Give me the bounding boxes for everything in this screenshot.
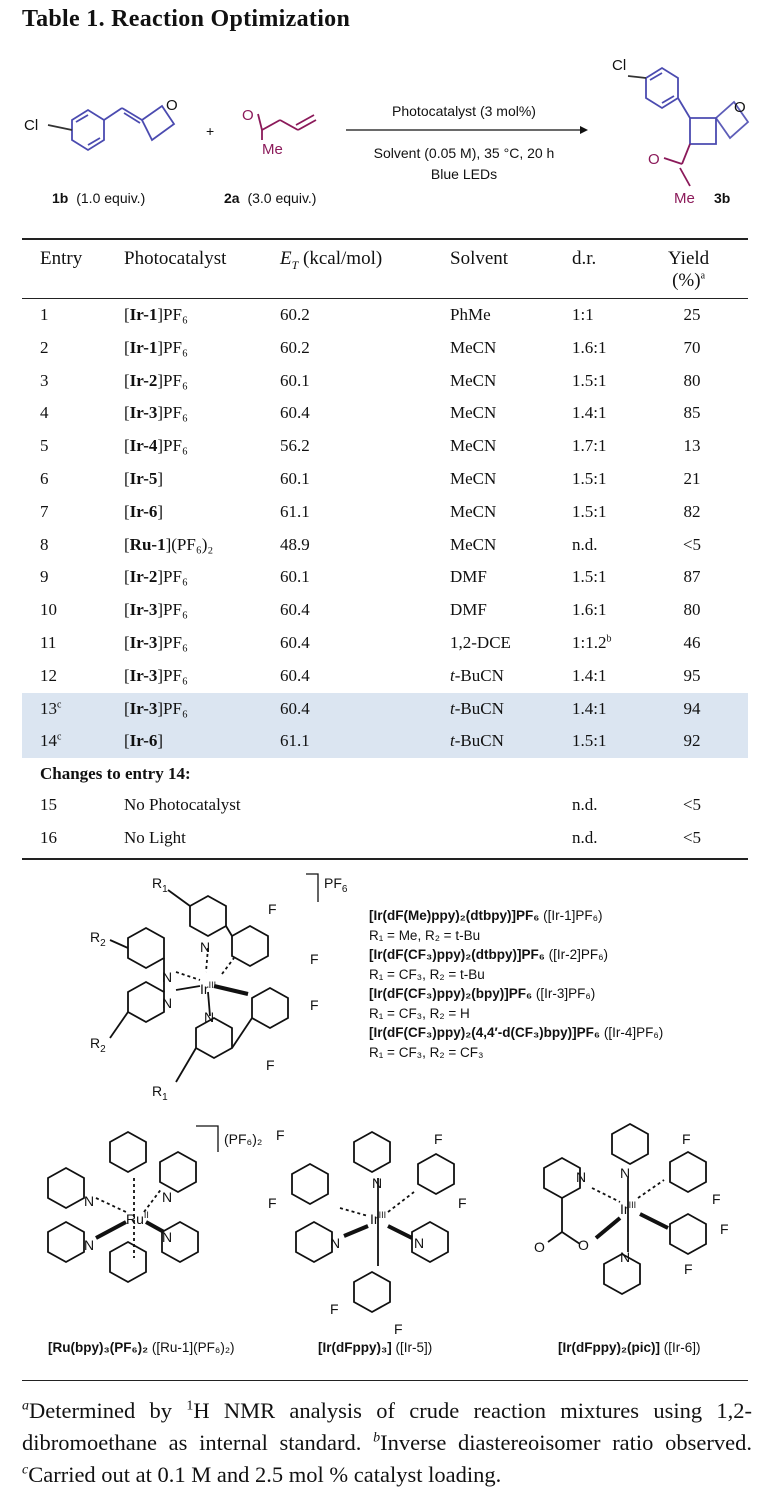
cell-change: No Photocatalyst bbox=[124, 795, 241, 814]
product-label: 3b bbox=[714, 190, 731, 206]
cell-solvent: MeCN bbox=[450, 403, 497, 423]
cell-yield: 82 bbox=[683, 501, 701, 521]
cell-entry: 9 bbox=[40, 567, 49, 587]
ir5-metal: $Ir^{III}$ bbox=[370, 1210, 387, 1227]
header-photocatalyst: Photocatalyst bbox=[124, 248, 227, 269]
footnote-rule bbox=[22, 1380, 748, 1381]
header-yield-unit: (%) bbox=[672, 270, 701, 291]
product-3b-structure bbox=[628, 68, 748, 186]
cell-solvent: t-BuCN bbox=[450, 698, 504, 718]
reactant2-o-atom: O bbox=[242, 107, 254, 124]
header-solvent: Solvent bbox=[450, 248, 509, 269]
ir-legend bbox=[369, 906, 663, 1062]
ir-r1-bottom: $R_1$ bbox=[152, 1083, 168, 1103]
cell-photocatalyst: [Ir-1]PF₆ bbox=[124, 305, 188, 324]
ru-n3: N bbox=[162, 1189, 173, 1205]
cell-solvent: t-BuCN bbox=[450, 665, 504, 685]
ir-f2: F bbox=[310, 951, 319, 967]
cell-solvent: DMF bbox=[450, 600, 487, 620]
cell-photocatalyst: [Ir-2]PF₆ bbox=[124, 370, 188, 390]
cell-yield: 92 bbox=[683, 731, 701, 751]
table-row bbox=[22, 299, 748, 332]
cell-entry: 2 bbox=[40, 337, 49, 357]
legend-substituents: R₁ = CF₃, R₂ = CF₃ bbox=[369, 1044, 484, 1060]
table-row bbox=[22, 430, 748, 463]
ru-bpy-structure bbox=[48, 1132, 198, 1282]
cell-yield: 25 bbox=[683, 305, 701, 324]
product-o-ketone-atom: O bbox=[648, 151, 660, 168]
table-bottom-rule bbox=[22, 858, 748, 860]
reactant-1b-structure bbox=[48, 106, 174, 150]
ir-r2-bottom: $R_2$ bbox=[90, 1035, 106, 1055]
cell-solvent: MeCN bbox=[450, 501, 497, 521]
header-yield-note: a bbox=[700, 270, 706, 282]
table-row bbox=[22, 529, 748, 562]
cell-photocatalyst: [Ir-3]PF₆ bbox=[124, 665, 188, 685]
cell-solvent: MeCN bbox=[450, 337, 497, 357]
cell-yield: 80 bbox=[683, 370, 701, 390]
reactant1-label: 1b bbox=[52, 190, 69, 206]
ir5-caption: [Ir(dFppy)₃] ([Ir-5]) bbox=[318, 1340, 433, 1355]
ir6-f2: F bbox=[712, 1191, 721, 1207]
reactant1-o-atom: O bbox=[166, 97, 178, 114]
ir6-f3: F bbox=[720, 1221, 729, 1237]
cell-entry: 6 bbox=[40, 469, 49, 488]
cell-yield: <5 bbox=[682, 795, 702, 814]
plus-sign: + bbox=[206, 123, 215, 139]
ir6-n2: N bbox=[576, 1169, 587, 1185]
reactant-2a-structure bbox=[258, 114, 316, 140]
cell-entry: 8 bbox=[40, 534, 49, 554]
ir5-f4: F bbox=[458, 1195, 467, 1211]
footnotes: $^a$Determined by $^1$H NMR analysis of crude reaction mixtures using 1,2-dibromoethane as internal standard. $^b$Inverse diastereoisomer ratio observed. $^c$Carried out at 0.1 M and 2.5 mol % catalyst loading. bbox=[22, 1398, 752, 1487]
table-row bbox=[22, 365, 748, 398]
cell-entry: 1 bbox=[40, 305, 49, 324]
ru1-caption: [Ru(bpy)₃(PF₆)₂ ([Ru-1](PF₆)₂) bbox=[48, 1340, 235, 1355]
ir6-caption: [Ir(dFppy)₂(pic)] ([Ir-6]) bbox=[558, 1340, 701, 1355]
cell-solvent: MeCN bbox=[450, 469, 497, 488]
header-et bbox=[280, 248, 382, 273]
cell-et: 60.1 bbox=[280, 567, 310, 587]
reactant2-me-atom: Me bbox=[262, 141, 283, 158]
cell-entry: 3 bbox=[40, 370, 49, 390]
cell-entry: 16 bbox=[40, 828, 57, 847]
ru-n1: N bbox=[84, 1193, 95, 1209]
table-row bbox=[22, 693, 748, 726]
ir6-metal: $Ir^{III}$ bbox=[620, 1200, 637, 1217]
cell-dr: n.d. bbox=[572, 828, 598, 847]
ir5-n2: N bbox=[330, 1235, 341, 1251]
cell-dr: n.d. bbox=[572, 534, 598, 554]
cell-photocatalyst: [Ir-3]PF₆ bbox=[124, 600, 188, 620]
header-entry: Entry bbox=[40, 248, 83, 269]
cell-et: 60.4 bbox=[280, 600, 310, 620]
product-o-ring-atom: O bbox=[734, 99, 746, 116]
ru-counterion: (PF₆)₂ bbox=[224, 1131, 263, 1147]
cell-photocatalyst: [Ir-5] bbox=[124, 469, 164, 488]
changes-heading: Changes to entry 14: bbox=[40, 764, 191, 783]
ir6-o2: O bbox=[578, 1237, 589, 1253]
ru-metal: $Ru^{II}$ bbox=[126, 1210, 149, 1227]
cell-dr: 1.5:1 bbox=[572, 469, 607, 488]
cell-solvent: DMF bbox=[450, 567, 487, 587]
cell-solvent: MeCN bbox=[450, 436, 497, 456]
cell-dr: n.d. bbox=[572, 795, 598, 814]
cell-et: 60.4 bbox=[280, 633, 310, 652]
cell-yield: 95 bbox=[683, 665, 701, 685]
cell-entry: 13$^c$ bbox=[40, 698, 62, 718]
ir5-f2: F bbox=[268, 1195, 277, 1211]
cell-dr: 1.5:1 bbox=[572, 567, 607, 587]
cell-dr: 1:1 bbox=[572, 305, 594, 324]
legend-catalyst-name: [Ir(dF(CF₃)ppy)₂(4,4′-d(CF₃)bpy)]PF₆ ([Ir-4]PF₆) bbox=[369, 1025, 664, 1040]
cell-dr: 1.5:1 bbox=[572, 501, 607, 521]
ir5-f3: F bbox=[434, 1131, 443, 1147]
cell-photocatalyst: [Ru-1](PF₆)₂ bbox=[124, 534, 214, 554]
ir-heteroleptic-structure bbox=[110, 890, 288, 1082]
cell-et: 61.1 bbox=[280, 731, 310, 751]
cell-dr: 1.6:1 bbox=[572, 337, 607, 357]
header-yield bbox=[668, 248, 709, 292]
cell-et: 60.4 bbox=[280, 403, 310, 423]
svg-text:1b (1.0 equiv.) bbox=[52, 190, 145, 206]
cell-photocatalyst: [Ir-3]PF₆ bbox=[124, 698, 188, 718]
ir6-n3: N bbox=[620, 1249, 631, 1265]
cell-dr: 1.5:1 bbox=[572, 731, 607, 751]
ir5-n3: N bbox=[414, 1235, 425, 1251]
cell-yield: <5 bbox=[682, 534, 702, 554]
table-row bbox=[22, 627, 748, 660]
legend-substituents: R₁ = CF₃, R₂ = H bbox=[369, 1005, 470, 1021]
ir-r2-top: $R_2$ bbox=[90, 929, 106, 949]
table-row bbox=[22, 397, 748, 430]
reactant2-label: 2a bbox=[224, 190, 240, 206]
cell-yield: 87 bbox=[683, 567, 701, 587]
cell-photocatalyst: [Ir-3]PF₆ bbox=[124, 403, 188, 423]
cell-yield: 85 bbox=[683, 403, 701, 423]
ir-n3: N bbox=[162, 995, 173, 1011]
cell-solvent: PhMe bbox=[450, 305, 491, 324]
ir5-f6: F bbox=[394, 1321, 403, 1337]
product-cl-atom: Cl bbox=[612, 57, 627, 74]
legend-catalyst-name: [Ir(dF(Me)ppy)₂(dtbpy)]PF₆ ([Ir-1]PF₆) bbox=[369, 908, 603, 923]
ir-f1: F bbox=[268, 901, 277, 917]
cell-yield: 70 bbox=[683, 337, 701, 357]
ir-n4: N bbox=[204, 1009, 215, 1025]
ir6-o1: O bbox=[534, 1239, 545, 1255]
ir6-f1: F bbox=[682, 1131, 691, 1147]
conditions-line3: Blue LEDs bbox=[430, 166, 498, 182]
cell-et: 61.1 bbox=[280, 501, 310, 521]
cell-yield: <5 bbox=[682, 828, 702, 847]
table-title: Table 1. Reaction Optimization bbox=[22, 6, 351, 32]
cell-yield: 80 bbox=[683, 600, 701, 620]
table-row bbox=[22, 332, 748, 365]
ir5-n1: N bbox=[372, 1175, 383, 1191]
legend-catalyst-name: [Ir(dF(CF₃)ppy)₂(dtbpy)]PF₆ ([Ir-2]PF₆) bbox=[369, 947, 609, 962]
header-yield-word: Yield bbox=[668, 248, 710, 269]
cell-yield: 46 bbox=[683, 633, 701, 652]
ir-counterion: $PF_6$ bbox=[324, 875, 348, 895]
cell-yield: 13 bbox=[683, 436, 701, 456]
cell-entry: 11 bbox=[40, 633, 57, 652]
table-row bbox=[22, 789, 748, 822]
cell-photocatalyst: [Ir-4]PF₆ bbox=[124, 436, 188, 456]
cell-yield: 21 bbox=[683, 469, 701, 488]
header-et-symbol: E bbox=[280, 248, 292, 269]
product-me-atom: Me bbox=[674, 190, 695, 207]
ru-n4: N bbox=[162, 1229, 173, 1245]
cell-entry: 14$^c$ bbox=[40, 731, 62, 751]
ir-f4: F bbox=[266, 1057, 275, 1073]
cell-yield: 94 bbox=[683, 698, 701, 718]
ir6-f4: F bbox=[684, 1261, 693, 1277]
cell-photocatalyst: [Ir-6] bbox=[124, 501, 164, 521]
legend-catalyst-name: [Ir(dF(CF₃)ppy)₂(bpy)]PF₆ ([Ir-3]PF₆) bbox=[369, 986, 596, 1001]
ir6-n1: N bbox=[620, 1165, 631, 1181]
table-row bbox=[22, 725, 748, 758]
cell-solvent: t-BuCN bbox=[450, 731, 504, 751]
cell-photocatalyst: [Ir-2]PF₆ bbox=[124, 567, 188, 587]
cell-photocatalyst: [Ir-6] bbox=[124, 731, 164, 751]
conditions-line1: Photocatalyst (3 mol%) bbox=[392, 103, 536, 119]
reactant1-equiv: (1.0 equiv.) bbox=[76, 190, 146, 206]
cell-dr: 1.4:1 bbox=[572, 665, 607, 685]
cell-et: 48.9 bbox=[280, 534, 310, 554]
ir-n1: N bbox=[200, 939, 211, 955]
header-et-unit: (kcal/mol) bbox=[298, 248, 383, 269]
cell-dr: 1.4:1 bbox=[572, 698, 607, 718]
ir5-f5: F bbox=[330, 1301, 339, 1317]
ir-metal: $Ir^{III}$ bbox=[200, 980, 217, 997]
ir-r1-top: $R_1$ bbox=[152, 875, 168, 895]
cell-entry: 4 bbox=[40, 403, 49, 423]
header-dr: d.r. bbox=[572, 248, 597, 269]
legend-substituents: R₁ = CF₃, R₂ = t-Bu bbox=[369, 966, 485, 982]
table-row bbox=[22, 660, 748, 693]
table-row bbox=[22, 463, 748, 496]
ir-n2: N bbox=[162, 969, 173, 985]
cell-solvent: MeCN bbox=[450, 370, 497, 390]
cell-entry: 7 bbox=[40, 501, 49, 521]
cell-change: No Light bbox=[124, 828, 186, 847]
table-top-rule bbox=[22, 238, 748, 240]
cell-et: 60.1 bbox=[280, 469, 310, 488]
conditions-line2: Solvent (0.05 M), 35 °C, 20 h bbox=[373, 145, 555, 161]
cell-dr: 1.6:1 bbox=[572, 600, 607, 620]
cell-et: 60.2 bbox=[280, 337, 310, 357]
table-row bbox=[22, 594, 748, 627]
cell-entry: 5 bbox=[40, 436, 49, 456]
cell-photocatalyst: [Ir-3]PF₆ bbox=[124, 633, 188, 652]
cell-dr: 1.5:1 bbox=[572, 370, 607, 390]
legend-substituents: R₁ = Me, R₂ = t-Bu bbox=[369, 927, 481, 943]
svg-text:2a (3.0 equiv.) bbox=[224, 190, 316, 206]
cell-entry: 15 bbox=[40, 795, 57, 814]
cell-et: 56.2 bbox=[280, 436, 310, 456]
cell-entry: 12 bbox=[40, 665, 57, 685]
cell-dr: 1:1.2$^b$ bbox=[572, 633, 612, 652]
cell-et: 60.4 bbox=[280, 665, 310, 685]
reactant2-equiv: (3.0 equiv.) bbox=[247, 190, 317, 206]
cell-dr: 1.7:1 bbox=[572, 436, 607, 456]
cell-et: 60.1 bbox=[280, 370, 310, 390]
table-row bbox=[22, 822, 748, 855]
ir5-f1: F bbox=[276, 1127, 285, 1143]
table-row bbox=[22, 561, 748, 594]
cell-photocatalyst: [Ir-1]PF₆ bbox=[124, 337, 188, 357]
table-row bbox=[22, 496, 748, 529]
cell-solvent: MeCN bbox=[450, 534, 497, 554]
ir-f3: F bbox=[310, 997, 319, 1013]
header-et-sub: T bbox=[291, 257, 299, 272]
cell-dr: 1.4:1 bbox=[572, 403, 607, 423]
cell-et: 60.4 bbox=[280, 698, 310, 718]
cell-et: 60.2 bbox=[280, 305, 310, 324]
reaction-scheme bbox=[0, 40, 768, 220]
cell-entry: 10 bbox=[40, 600, 57, 620]
reactant1-cl-atom: Cl bbox=[24, 117, 39, 134]
ru-n2: N bbox=[84, 1237, 95, 1253]
cell-solvent: 1,2-DCE bbox=[450, 633, 511, 652]
